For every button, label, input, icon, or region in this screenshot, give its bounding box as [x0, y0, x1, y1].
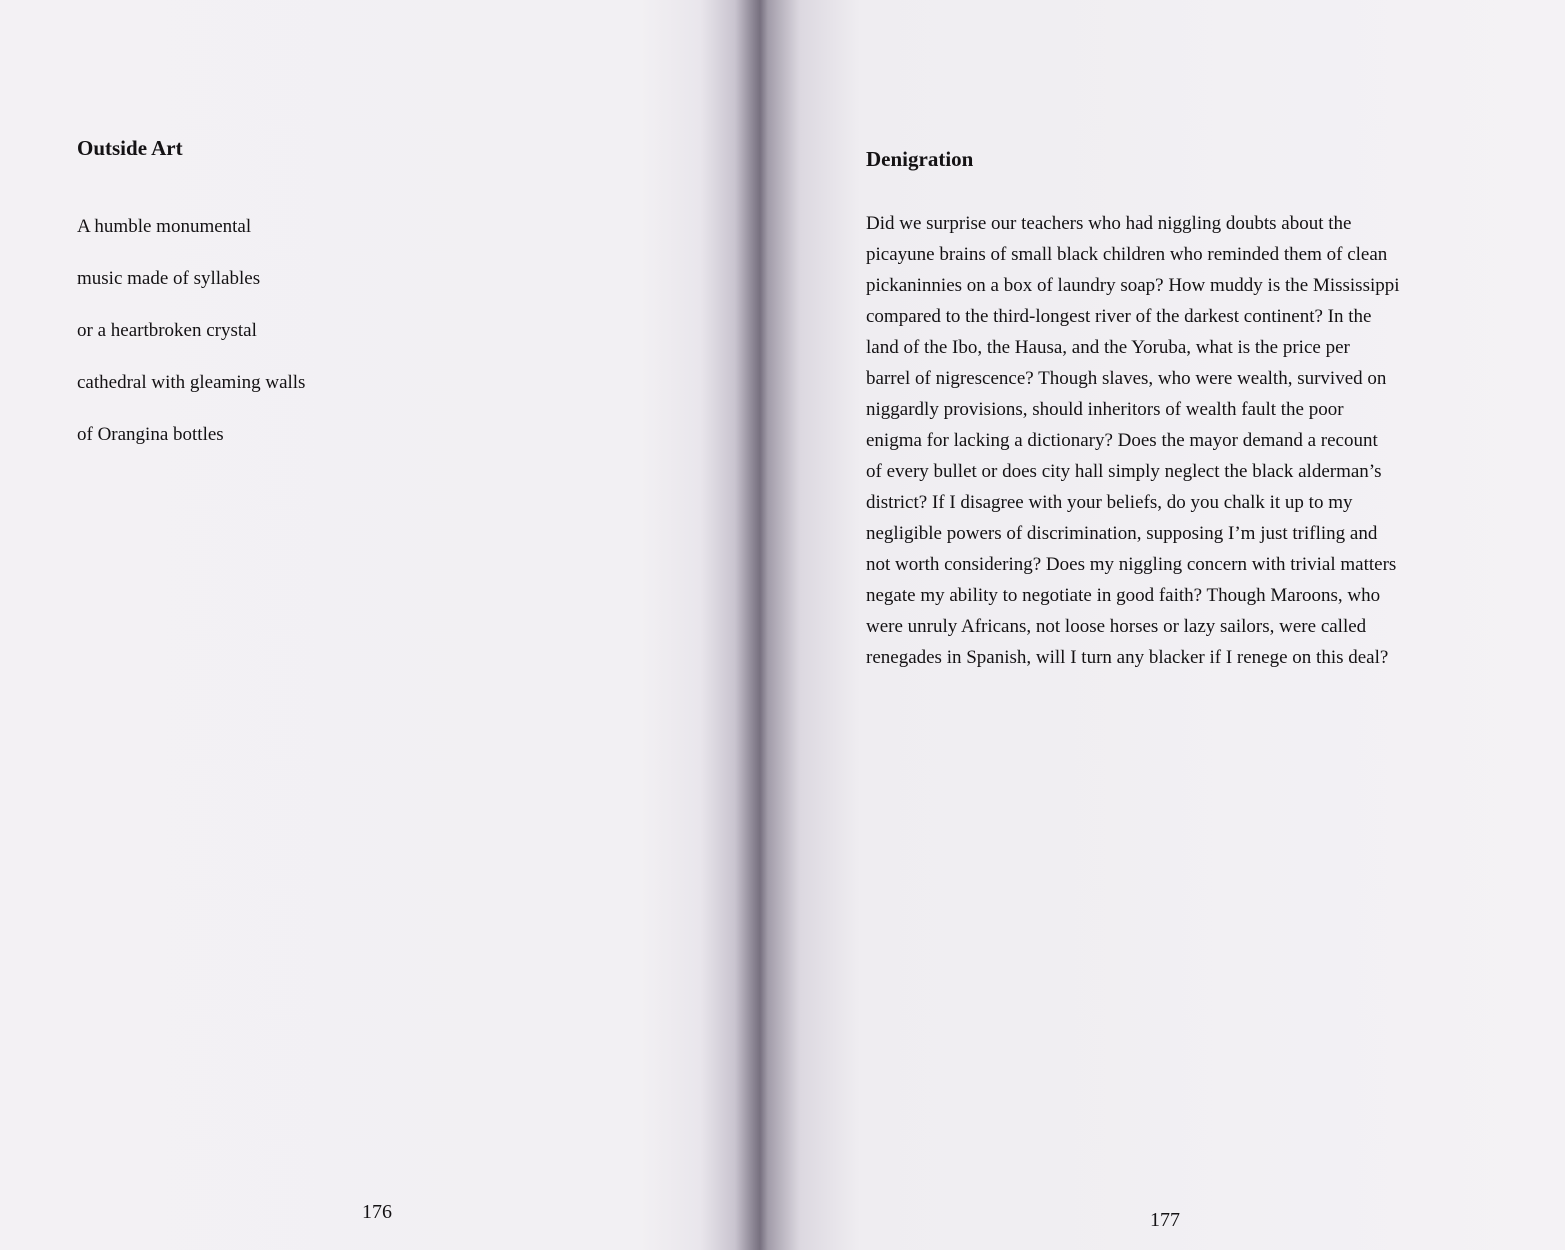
prose-line: Did we surprise our teachers who had niggling doubts about the: [866, 213, 1352, 234]
poem-line: cathedral with gleaming walls: [77, 372, 306, 393]
poem-line: A humble monumental: [77, 216, 252, 237]
page-number: 177: [1150, 1209, 1180, 1231]
prose-line: compared to the third-longest river of the darkest continent? In the: [866, 306, 1372, 327]
prose-poem: [866, 208, 1466, 673]
prose-line: enigma for lacking a dictionary? Does the mayor demand a recount: [866, 430, 1378, 451]
prose-line: niggardly provisions, should inheritors of wealth fault the poor: [866, 399, 1344, 420]
page-number: 176: [362, 1201, 392, 1223]
prose-line: renegades in Spanish, will I turn any blacker if I renege on this deal?: [866, 647, 1389, 668]
prose-line: barrel of nigrescence? Though slaves, who were wealth, survived on: [866, 368, 1387, 389]
poem-stanza: [77, 214, 305, 474]
right-page: [760, 0, 1565, 1250]
prose-line: picayune brains of small black children who reminded them of clean: [866, 244, 1388, 265]
prose-line: negate my ability to negotiate in good faith? Though Maroons, who: [866, 585, 1381, 606]
prose-line: district? If I disagree with your beliefs, do you chalk it up to my: [866, 492, 1353, 513]
left-page: [0, 0, 750, 1250]
poem-line: of Orangina bottles: [77, 424, 224, 445]
poem-line: or a heartbroken crystal: [77, 320, 257, 341]
prose-line: were unruly Africans, not loose horses or lazy sailors, were called: [866, 616, 1367, 637]
prose-line: pickaninnies on a box of laundry soap? How muddy is the Mississippi: [866, 275, 1400, 296]
prose-line: not worth considering? Does my niggling concern with trivial matters: [866, 554, 1397, 575]
poem-line: music made of syllables: [77, 268, 261, 289]
poem-title: Outside Art: [77, 136, 183, 160]
prose-line: of every bullet or does city hall simply neglect the black alderman’s: [866, 461, 1382, 482]
prose-line: land of the Ibo, the Hausa, and the Yoruba, what is the price per: [866, 337, 1350, 358]
poem-title: Denigration: [866, 147, 974, 171]
prose-line: negligible powers of discrimination, supposing I’m just trifling and: [866, 523, 1378, 544]
